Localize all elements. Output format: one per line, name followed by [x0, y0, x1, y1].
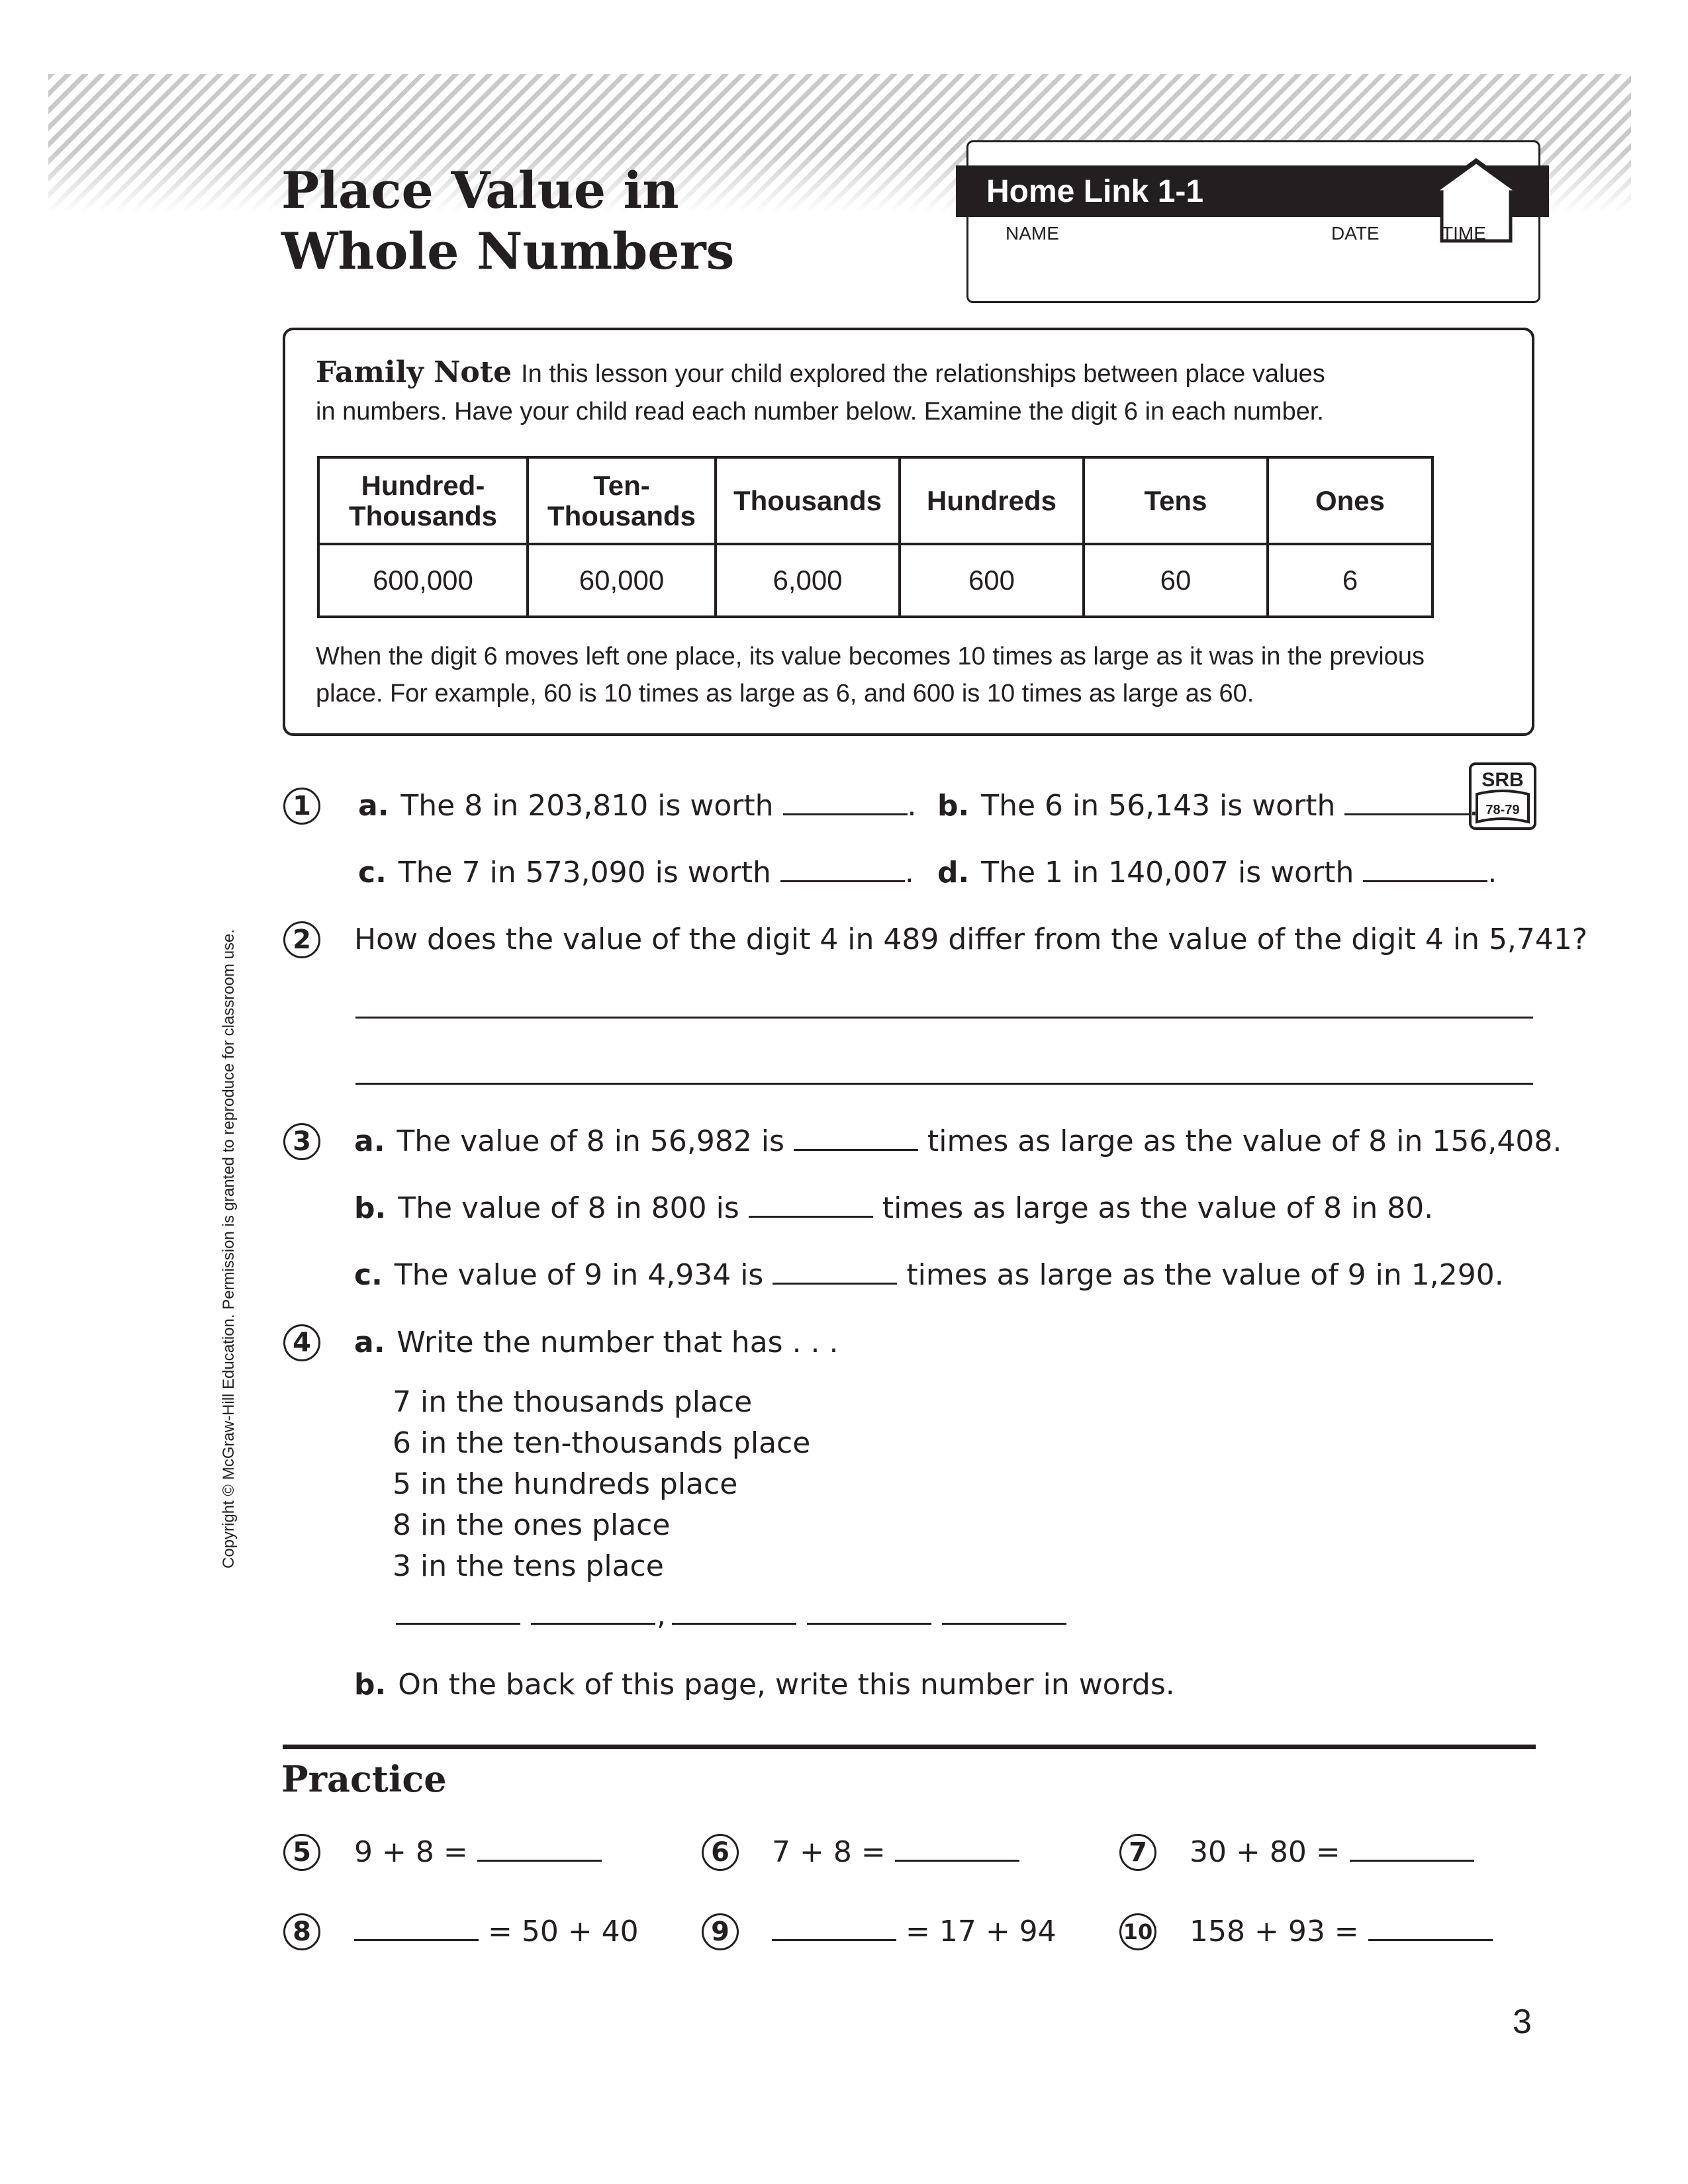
q4-clue: 3 in the tens place [393, 1549, 664, 1583]
home-link-title: Home Link 1-1 [986, 174, 1204, 209]
practice-7-answer-blank[interactable] [1350, 1833, 1474, 1862]
practice-8-number: 8 [283, 1913, 320, 1950]
value-cell: 6,000 [716, 544, 900, 617]
place-value-header-row [318, 457, 1432, 544]
q4-clue: 8 in the ones place [393, 1508, 671, 1542]
q3b: b. The value of 8 in 800 is times as large as the value of 8 in 80. [354, 1188, 1433, 1229]
q3a-answer-blank[interactable] [794, 1122, 918, 1151]
question-1-number: 1 [283, 788, 320, 825]
q4-clue: 5 in the hundreds place [393, 1467, 738, 1501]
practice-9-number: 9 [702, 1913, 739, 1950]
practice-6-answer-blank[interactable] [895, 1833, 1019, 1862]
family-note-heading: Family Note [316, 355, 512, 389]
page-number: 3 [1513, 2003, 1532, 2041]
q3b-answer-blank[interactable] [749, 1189, 873, 1218]
header-hundreds: Hundreds [900, 457, 1084, 544]
practice-9: = 17 + 94 [772, 1911, 1056, 1952]
q1a-answer-blank[interactable] [783, 787, 908, 815]
question-4-number: 4 [283, 1324, 320, 1361]
practice-10-number: 10 [1119, 1913, 1156, 1950]
value-cell: 60 [1084, 544, 1268, 617]
q4-clue: 7 in the thousands place [393, 1385, 753, 1419]
practice-10: 158 + 93 = [1190, 1911, 1493, 1952]
name-label: NAME [1006, 223, 1059, 244]
practice-7: 30 + 80 = [1190, 1832, 1474, 1873]
q1c: c. The 7 in 573,090 is worth . [358, 852, 914, 893]
practice-10-answer-blank[interactable] [1368, 1913, 1493, 1941]
family-note-intro-1 [316, 354, 1507, 392]
header-hundred-thousands: Hundred- Thousands [318, 457, 528, 544]
practice-title: Practice [281, 1758, 447, 1800]
question-3-number: 3 [283, 1123, 320, 1160]
q2-answer-line-2[interactable] [355, 1083, 1533, 1085]
q4a: a. Write the number that has . . . [354, 1326, 839, 1359]
q2-text: How does the value of the digit 4 in 489 differ from the value of the digit 4 in 5,741? [354, 923, 1588, 956]
practice-8-answer-blank[interactable] [354, 1913, 479, 1941]
q4-clue-list [393, 1382, 810, 1587]
question-2-number: 2 [283, 921, 320, 958]
header-ones: Ones [1268, 457, 1432, 544]
q1d: d. The 1 in 140,007 is worth . [937, 852, 1497, 893]
header-thousands: Thousands [716, 457, 900, 544]
practice-7-number: 7 [1119, 1834, 1156, 1871]
q4-digit-blank[interactable] [396, 1623, 520, 1625]
practice-8: = 50 + 40 [354, 1911, 639, 1952]
family-note-intro-line2: in numbers. Have your child read each number below. Examine the digit 6 in each number. [316, 398, 1324, 426]
q4-digit-blank[interactable] [807, 1623, 931, 1625]
page-title-line2: Whole Numbers [281, 222, 735, 281]
q1b: b. The 6 in 56,143 is worth . [937, 786, 1478, 827]
practice-5: 9 + 8 = [354, 1832, 602, 1873]
q1d-answer-blank[interactable] [1363, 854, 1487, 882]
q3c: c. The value of 9 in 4,934 is times as large as the value of 9 in 1,290. [354, 1255, 1504, 1296]
practice-9-answer-blank[interactable] [772, 1913, 896, 1941]
page-title [281, 160, 734, 282]
header-tens: Tens [1084, 457, 1268, 544]
srb-label: SRB [1481, 769, 1524, 791]
practice-divider [283, 1745, 1536, 1749]
value-cell: 600,000 [318, 544, 528, 617]
q1a: a. The 8 in 203,810 is worth . [358, 786, 917, 827]
place-value-values-row [318, 544, 1432, 617]
family-note-intro-line1: In this lesson your child explored the relationships between place values [521, 360, 1325, 388]
date-label: DATE [1331, 223, 1380, 244]
practice-5-number: 5 [283, 1834, 320, 1871]
q4-digit-blank[interactable] [942, 1623, 1066, 1625]
q3a: a. The value of 8 in 56,982 is times as large as the value of 8 in 156,408. [354, 1121, 1562, 1162]
family-note-box [283, 328, 1534, 736]
home-link-bar [956, 165, 1549, 217]
header-ten-thousands: Ten- Thousands [528, 457, 716, 544]
practice-6: 7 + 8 = [772, 1832, 1019, 1873]
family-note-outro-line1: When the digit 6 moves left one place, its value becomes 10 times as large as it was in the previous [316, 643, 1425, 670]
q2-answer-line-1[interactable] [355, 1017, 1533, 1019]
place-value-table [317, 456, 1434, 618]
practice-6-number: 6 [702, 1834, 739, 1871]
q4-clue: 6 in the ten-thousands place [393, 1426, 811, 1460]
q1b-answer-blank[interactable] [1344, 787, 1469, 815]
srb-book-icon [1469, 762, 1536, 830]
copyright-notice: Copyright © McGraw-Hill Education. Permission is granted to reproduce for classroom use. [220, 929, 238, 1569]
q4-comma: , [657, 1598, 666, 1632]
practice-5-answer-blank[interactable] [477, 1833, 602, 1862]
value-cell: 60,000 [528, 544, 716, 617]
value-cell: 600 [900, 544, 1084, 617]
time-label: TIME [1442, 223, 1486, 244]
page-title-line1: Place Value in [281, 161, 679, 220]
q4-digit-blank[interactable] [672, 1623, 796, 1625]
q4-digit-blank[interactable] [531, 1623, 655, 1625]
srb-pages: 78-79 [1485, 803, 1520, 817]
q3c-answer-blank[interactable] [773, 1256, 897, 1285]
q1c-answer-blank[interactable] [780, 854, 905, 882]
home-link-box [966, 140, 1540, 303]
q4b: b. On the back of this page, write this number in words. [354, 1668, 1175, 1702]
value-cell: 6 [1268, 544, 1432, 617]
family-note-outro-line2: place. For example, 60 is 10 times as large as 6, and 600 is 10 times as large as 60. [316, 680, 1254, 707]
